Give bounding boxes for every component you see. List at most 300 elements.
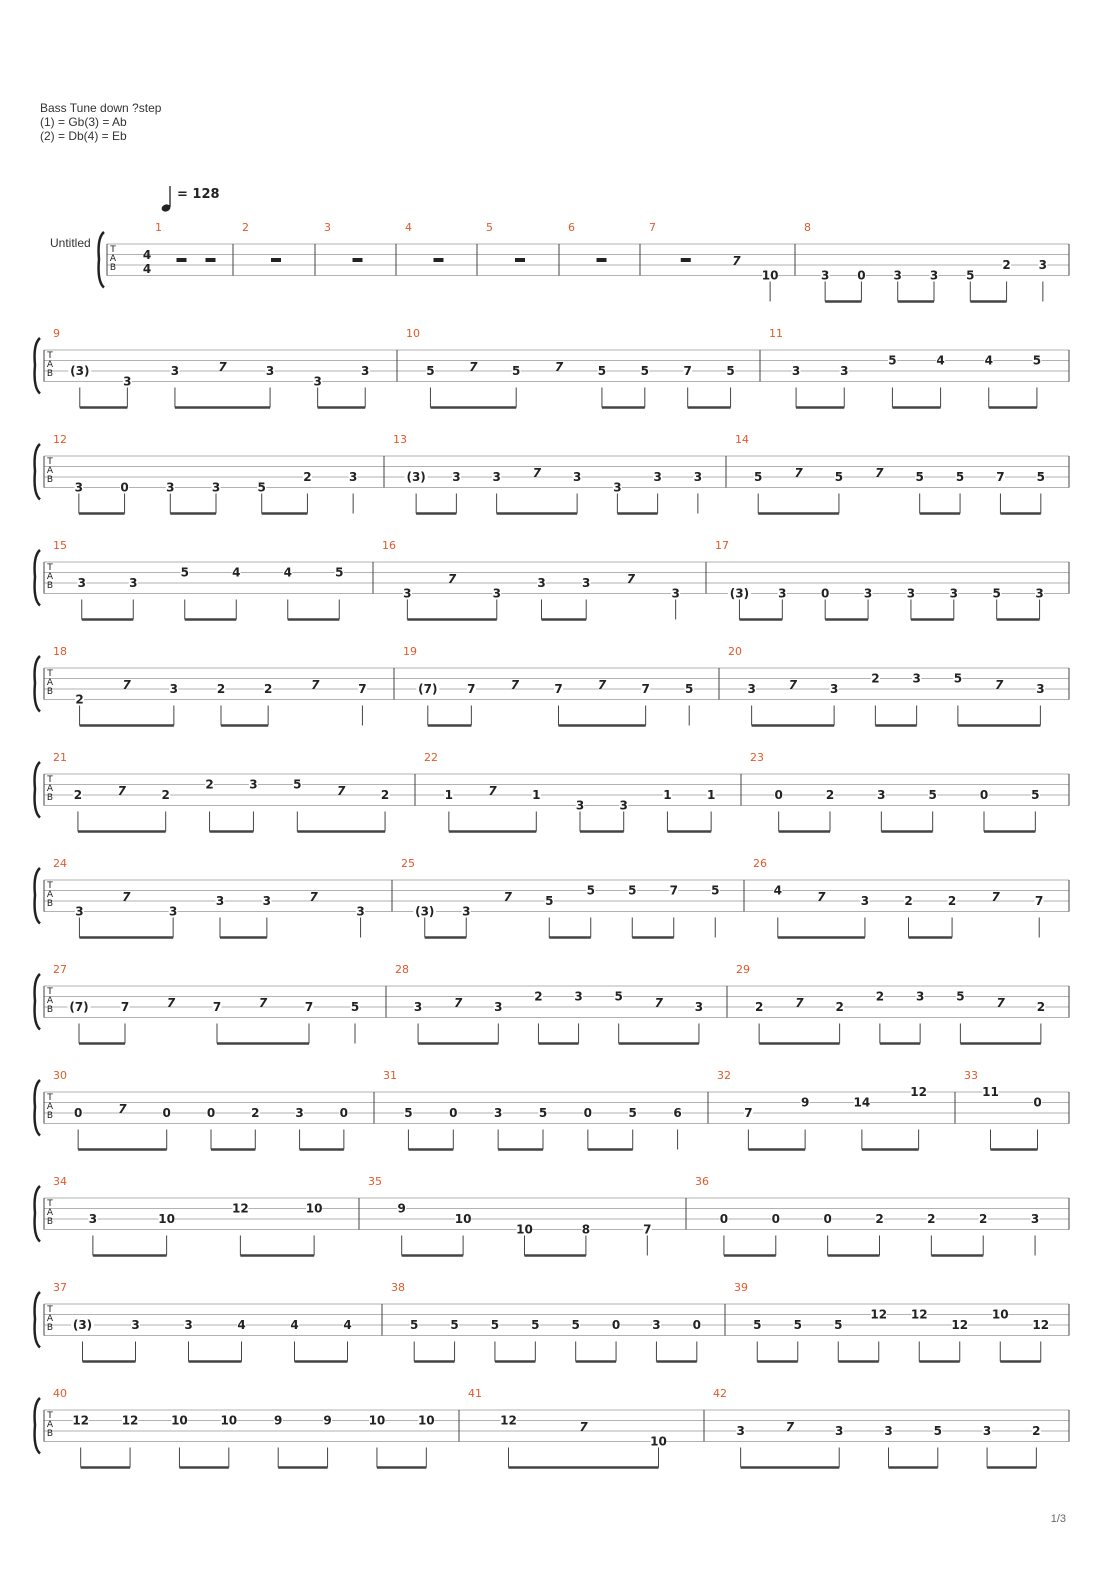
fret-number: 2: [1032, 1424, 1041, 1438]
measure-number: 22: [424, 751, 438, 764]
fret-number: 3: [747, 682, 756, 696]
fret-number: 5: [928, 788, 937, 802]
fret-number: 5: [426, 364, 435, 378]
fret-number: 5: [410, 1318, 419, 1332]
fret-number: 0: [692, 1318, 701, 1332]
fret-number: 2: [380, 788, 390, 802]
eighth-rest: 7: [994, 678, 1004, 692]
eighth-rest: 7: [488, 784, 497, 798]
fret-number: 0: [339, 1106, 349, 1120]
tab-clef-letter: B: [46, 687, 54, 697]
fret-number: 3: [295, 1106, 304, 1120]
tab-clef-letter: T: [47, 775, 53, 785]
fret-number: 7: [554, 682, 563, 696]
tab-clef-letter: T: [47, 1411, 53, 1421]
measure-number: 39: [734, 1281, 748, 1294]
fret-number: 3: [619, 798, 628, 813]
fret-number: (3): [70, 364, 90, 378]
measure-number: 11: [769, 327, 783, 340]
fret-number: (7): [69, 1000, 89, 1014]
fret-number: 12: [500, 1413, 517, 1428]
system-bracket: [35, 1292, 40, 1348]
eighth-rest: 7: [788, 678, 798, 692]
fret-number: 3: [906, 586, 916, 601]
tab-clef-letter: T: [47, 987, 53, 997]
fret-number: 2: [73, 788, 83, 802]
measure-number: 13: [393, 433, 407, 446]
fret-number: 5: [888, 353, 897, 368]
fret-number: 1: [663, 788, 672, 802]
fret-number: 5: [538, 1106, 548, 1120]
system-bracket: [35, 656, 40, 712]
fret-number: 7: [996, 470, 1005, 484]
fret-number: 3: [575, 798, 585, 813]
fret-number: 3: [74, 480, 84, 495]
fret-number: 7: [1035, 894, 1044, 908]
fret-number: 12: [232, 1201, 249, 1216]
fret-number: 5: [956, 989, 965, 1004]
tuning-title: Bass Tune down ?step: [40, 101, 162, 115]
tuning-line-1: (1) = Gb(3) = Ab: [40, 115, 127, 129]
fret-number: 7: [467, 682, 476, 696]
tuning-line-2: (2) = Db(4) = Eb: [40, 129, 127, 143]
fret-number: 12: [910, 1085, 927, 1099]
system-bracket: [35, 444, 40, 500]
tab-clef-letter: T: [47, 1093, 53, 1103]
fret-number: 0: [206, 1106, 216, 1120]
fret-number: 3: [820, 268, 830, 283]
fret-number: 3: [88, 1212, 98, 1226]
fret-number: 3: [1030, 1212, 1040, 1226]
eighth-rest: 7: [503, 890, 512, 904]
fret-number: 5: [955, 470, 965, 484]
eighth-rest: 7: [166, 996, 176, 1010]
fret-number: 0: [162, 1106, 171, 1120]
measure-number: 30: [53, 1069, 67, 1082]
tab-clef-letter: T: [47, 563, 53, 573]
fret-number: 5: [614, 989, 623, 1004]
fret-number: 3: [694, 1000, 704, 1014]
fret-number: 2: [979, 1212, 988, 1226]
measure-number: 6: [568, 221, 575, 234]
fret-number: 3: [249, 777, 258, 792]
fret-number: 2: [754, 1000, 764, 1014]
fret-number: 3: [982, 1424, 992, 1438]
whole-rest: [353, 258, 363, 262]
tab-clef-letter: A: [109, 254, 117, 264]
fret-number: 5: [1036, 470, 1045, 484]
half-rest: [681, 258, 691, 262]
system-bracket: [35, 1080, 40, 1136]
eighth-rest: 7: [309, 890, 318, 904]
fret-number: 5: [933, 1424, 942, 1438]
eighth-rest: 7: [258, 996, 268, 1010]
half-rest: [177, 258, 187, 262]
tab-clef-letter: B: [46, 1217, 54, 1227]
fret-number: 4: [232, 565, 241, 580]
tab-clef-letter: T: [47, 881, 53, 891]
fret-number: 5: [753, 1318, 762, 1332]
fret-number: 3: [169, 682, 179, 696]
measure-number: 9: [53, 327, 60, 340]
tempo-marking: = 128: [177, 187, 220, 202]
fret-number: 3: [348, 470, 358, 484]
fret-number: 4: [290, 1318, 299, 1332]
fret-number: 0: [73, 1106, 83, 1120]
fret-number: 4: [984, 353, 993, 368]
measure-number: 1: [155, 221, 162, 234]
eighth-rest: 7: [991, 890, 1000, 904]
fret-number: 8: [581, 1222, 591, 1237]
fret-number: 10: [991, 1307, 1009, 1322]
tab-clef-letter: A: [46, 890, 54, 900]
measure-number: 40: [53, 1387, 67, 1400]
fret-number: 7: [358, 682, 367, 696]
fret-number: 2: [835, 1000, 844, 1014]
measure-number: 37: [53, 1281, 67, 1294]
fret-number: 3: [123, 374, 132, 389]
fret-number: 10: [516, 1222, 533, 1237]
fret-number: 5: [834, 1318, 843, 1332]
measure-number: 21: [53, 751, 67, 764]
fret-number: 2: [216, 682, 226, 696]
fret-number: (7): [418, 682, 438, 696]
time-signature-top: 4: [142, 248, 152, 262]
eighth-rest: 7: [532, 466, 542, 480]
fret-number: 3: [1036, 682, 1045, 696]
fret-number: 5: [512, 364, 521, 378]
tab-clef-letter: A: [46, 360, 54, 370]
fret-number: 3: [893, 268, 902, 283]
tab-clef-letter: B: [109, 263, 117, 273]
fret-number: 1: [532, 788, 541, 802]
fret-number: 0: [821, 586, 830, 601]
measure-number: 31: [383, 1069, 397, 1082]
fret-number: 5: [404, 1106, 413, 1120]
tab-clef-letter: T: [47, 351, 53, 361]
fret-number: 4: [773, 883, 782, 898]
fret-number: 2: [825, 788, 835, 802]
fret-number: 5: [966, 268, 975, 283]
fret-number: 3: [829, 682, 839, 696]
fret-number: 5: [1032, 353, 1042, 368]
fret-number: 4: [283, 565, 292, 580]
tab-clef-letter: B: [46, 899, 54, 909]
fret-number: 5: [726, 364, 735, 378]
fret-number: 9: [800, 1095, 810, 1110]
eighth-rest: 7: [122, 678, 131, 692]
fret-number: 3: [652, 1318, 661, 1332]
system-bracket: [35, 868, 40, 924]
fret-number: 3: [265, 364, 275, 378]
fret-number: 5: [545, 894, 554, 908]
whole-rest: [434, 258, 444, 262]
fret-number: 10: [171, 1413, 188, 1428]
fret-number: (3): [72, 1318, 93, 1332]
fret-number: 3: [77, 576, 86, 590]
page-number: 1/3: [1050, 1513, 1066, 1525]
fret-number: 3: [791, 364, 801, 378]
fret-number: 4: [237, 1318, 246, 1332]
fret-number: 0: [771, 1212, 780, 1226]
time-signature-bottom: 4: [142, 262, 152, 276]
fret-number: 5: [640, 364, 649, 378]
fret-number: 10: [158, 1212, 175, 1226]
fret-number: 5: [915, 470, 924, 484]
fret-number: (3): [415, 904, 435, 919]
fret-number: 3: [452, 470, 461, 484]
fret-number: 2: [875, 1212, 884, 1226]
fret-number: 5: [490, 1318, 500, 1332]
fret-number: 3: [863, 586, 873, 601]
fret-number: 2: [534, 989, 543, 1004]
fret-number: 3: [462, 904, 471, 919]
fret-number: 3: [262, 894, 272, 908]
fret-number: 3: [492, 586, 501, 601]
whole-rest: [271, 258, 281, 262]
fret-number: 3: [572, 470, 582, 484]
eighth-rest: 7: [218, 360, 227, 374]
fret-number: 3: [736, 1424, 745, 1438]
measure-number: 7: [649, 221, 656, 234]
measure-number: 27: [53, 963, 67, 976]
fret-number: 2: [251, 1106, 260, 1120]
fret-number: 2: [75, 692, 84, 707]
fret-number: 12: [1032, 1318, 1050, 1332]
fret-number: 7: [120, 1000, 130, 1014]
eighth-rest: 7: [785, 1420, 795, 1434]
fret-number: 7: [643, 1222, 652, 1237]
fret-number: 3: [877, 788, 886, 802]
fret-number: 6: [673, 1106, 682, 1120]
eighth-rest: 7: [454, 996, 463, 1010]
measure-number: 36: [695, 1175, 709, 1188]
measure-number: 42: [713, 1387, 727, 1400]
fret-number: 0: [120, 480, 129, 495]
fret-number: 5: [586, 883, 595, 898]
eighth-rest: 7: [118, 1102, 127, 1116]
fret-number: 2: [161, 788, 170, 802]
tab-clef-letter: A: [46, 572, 54, 582]
fret-number: 14: [853, 1095, 871, 1110]
fret-number: 5: [597, 364, 607, 378]
fret-number: 1: [706, 788, 716, 802]
measure-number: 24: [53, 857, 67, 870]
fret-number: 3: [613, 480, 622, 495]
eighth-rest: 7: [597, 678, 607, 692]
fret-number: 0: [719, 1212, 729, 1226]
measure-number: 16: [382, 539, 396, 552]
tab-clef-letter: A: [46, 1208, 54, 1218]
tab-clef-letter: B: [46, 475, 54, 485]
fret-number: 4: [936, 353, 945, 368]
fret-number: 3: [693, 470, 703, 484]
measure-number: 34: [53, 1175, 67, 1188]
fret-number: 7: [641, 682, 650, 696]
eighth-rest: 7: [117, 784, 126, 798]
tab-clef-letter: A: [46, 1314, 54, 1324]
measure-number: 14: [735, 433, 749, 446]
fret-number: 3: [912, 671, 921, 686]
tab-clef-letter: A: [46, 1102, 54, 1112]
measure-number: 20: [728, 645, 742, 658]
fret-number: 5: [754, 470, 763, 484]
fret-number: 3: [582, 576, 591, 590]
system-bracket: [99, 232, 104, 288]
measure-number: 2: [242, 221, 249, 234]
fret-number: 5: [1031, 788, 1040, 802]
measure-number: 35: [368, 1175, 382, 1188]
fret-number: 3: [860, 894, 870, 908]
fret-number: 2: [205, 777, 214, 792]
fret-number: 5: [793, 1318, 802, 1332]
tab-clef-letter: B: [46, 793, 54, 803]
fret-number: 9: [274, 1413, 283, 1428]
fret-number: 1: [444, 788, 454, 802]
tab-clef-letter: B: [46, 1111, 54, 1121]
measure-number: 32: [717, 1069, 731, 1082]
fret-number: 3: [168, 904, 178, 919]
eighth-rest: 7: [875, 466, 884, 480]
fret-number: 7: [304, 1000, 314, 1014]
tab-clef-letter: A: [46, 466, 54, 476]
measure-number: 10: [406, 327, 420, 340]
measure-number: 25: [401, 857, 415, 870]
fret-number: 2: [303, 470, 312, 484]
fret-number: 3: [915, 989, 925, 1004]
fret-number: 3: [840, 364, 849, 378]
fret-number: 3: [929, 268, 939, 283]
fret-number: 3: [1035, 586, 1044, 601]
fret-number: 10: [454, 1212, 472, 1226]
system-bracket: [35, 338, 40, 394]
fret-number: 3: [215, 894, 225, 908]
track-name: Untitled: [50, 236, 91, 250]
fret-number: 2: [263, 682, 273, 696]
fret-number: 2: [875, 989, 885, 1004]
tab-clef-letter: T: [47, 669, 53, 679]
fret-number: 12: [910, 1307, 928, 1322]
measure-number: 4: [405, 221, 412, 234]
tab-clef-letter: A: [46, 1420, 54, 1430]
eighth-rest: 7: [817, 890, 826, 904]
fret-number: 3: [493, 1106, 503, 1120]
fret-number: 3: [166, 480, 175, 495]
fret-number: 3: [884, 1424, 893, 1438]
fret-number: 5: [293, 777, 302, 792]
fret-number: 2: [904, 894, 913, 908]
measure-number: 41: [468, 1387, 482, 1400]
half-rest: [206, 258, 216, 262]
fret-number: 0: [583, 1106, 593, 1120]
fret-number: 2: [947, 894, 957, 908]
eighth-rest: 7: [626, 572, 636, 586]
fret-number: 3: [494, 1000, 503, 1014]
eighth-rest: 7: [337, 784, 346, 798]
measure-number: 18: [53, 645, 67, 658]
fret-number: 12: [951, 1318, 969, 1332]
fret-number: 2: [1036, 1000, 1046, 1014]
fret-number: 7: [212, 1000, 222, 1014]
eighth-rest: 7: [654, 996, 663, 1010]
fret-number: 3: [313, 374, 322, 389]
fret-number: 3: [537, 576, 546, 590]
measure-number: 5: [486, 221, 493, 234]
fret-number: 9: [397, 1201, 406, 1216]
measure-number: 33: [964, 1069, 978, 1082]
measure-number: 8: [804, 221, 811, 234]
fret-number: 0: [979, 788, 989, 802]
fret-number: 5: [350, 1000, 360, 1014]
fret-number: 10: [368, 1413, 386, 1428]
tab-clef-letter: T: [47, 1199, 53, 1209]
fret-number: 0: [823, 1212, 832, 1226]
fret-number: 5: [571, 1318, 580, 1332]
fret-number: 3: [778, 586, 787, 601]
fret-number: 5: [685, 682, 694, 696]
tab-clef-letter: T: [47, 457, 53, 467]
fret-number: 3: [492, 470, 501, 484]
eighth-rest: 7: [311, 678, 320, 692]
fret-number: 0: [1033, 1095, 1042, 1110]
fret-number: 3: [403, 586, 412, 601]
tab-clef-letter: T: [47, 1305, 53, 1315]
fret-number: 5: [335, 565, 344, 580]
fret-number: 7: [744, 1106, 753, 1120]
fret-number: 2: [871, 671, 880, 686]
fret-number: 5: [628, 883, 637, 898]
measure-number: 19: [403, 645, 417, 658]
eighth-rest: 7: [579, 1420, 588, 1434]
fret-number: 0: [611, 1318, 621, 1332]
fret-number: 3: [211, 480, 221, 495]
measure-number: 29: [736, 963, 750, 976]
fret-number: 5: [257, 480, 266, 495]
fret-number: 3: [184, 1318, 193, 1332]
measure-number: 26: [753, 857, 767, 870]
fret-number: 3: [1038, 258, 1048, 272]
fret-number: 3: [413, 1000, 423, 1014]
fret-number: 3: [129, 576, 138, 590]
eighth-rest: 7: [996, 996, 1005, 1010]
measure-number: 38: [391, 1281, 405, 1294]
fret-number: 5: [450, 1318, 459, 1332]
fret-number: 10: [761, 268, 779, 283]
system-bracket: [35, 974, 40, 1030]
eighth-rest: 7: [732, 254, 741, 268]
measure-number: 12: [53, 433, 67, 446]
fret-number: 12: [870, 1307, 888, 1322]
measure-number: 15: [53, 539, 67, 552]
fret-number: 10: [305, 1201, 323, 1216]
fret-number: 3: [835, 1424, 844, 1438]
eighth-rest: 7: [795, 996, 804, 1010]
fret-number: 3: [671, 586, 680, 601]
tab-clef-letter: A: [46, 996, 54, 1006]
fret-number: 5: [180, 565, 189, 580]
measure-number: 28: [395, 963, 409, 976]
eighth-rest: 7: [469, 360, 478, 374]
tab-clef-letter: B: [46, 369, 54, 379]
system-bracket: [35, 550, 40, 606]
fret-number: 10: [220, 1413, 238, 1428]
fret-number: 3: [170, 364, 180, 378]
fret-number: (3): [729, 586, 750, 601]
fret-number: 0: [774, 788, 783, 802]
eighth-rest: 7: [510, 678, 520, 692]
fret-number: 3: [361, 364, 370, 378]
eighth-rest: 7: [447, 572, 457, 586]
